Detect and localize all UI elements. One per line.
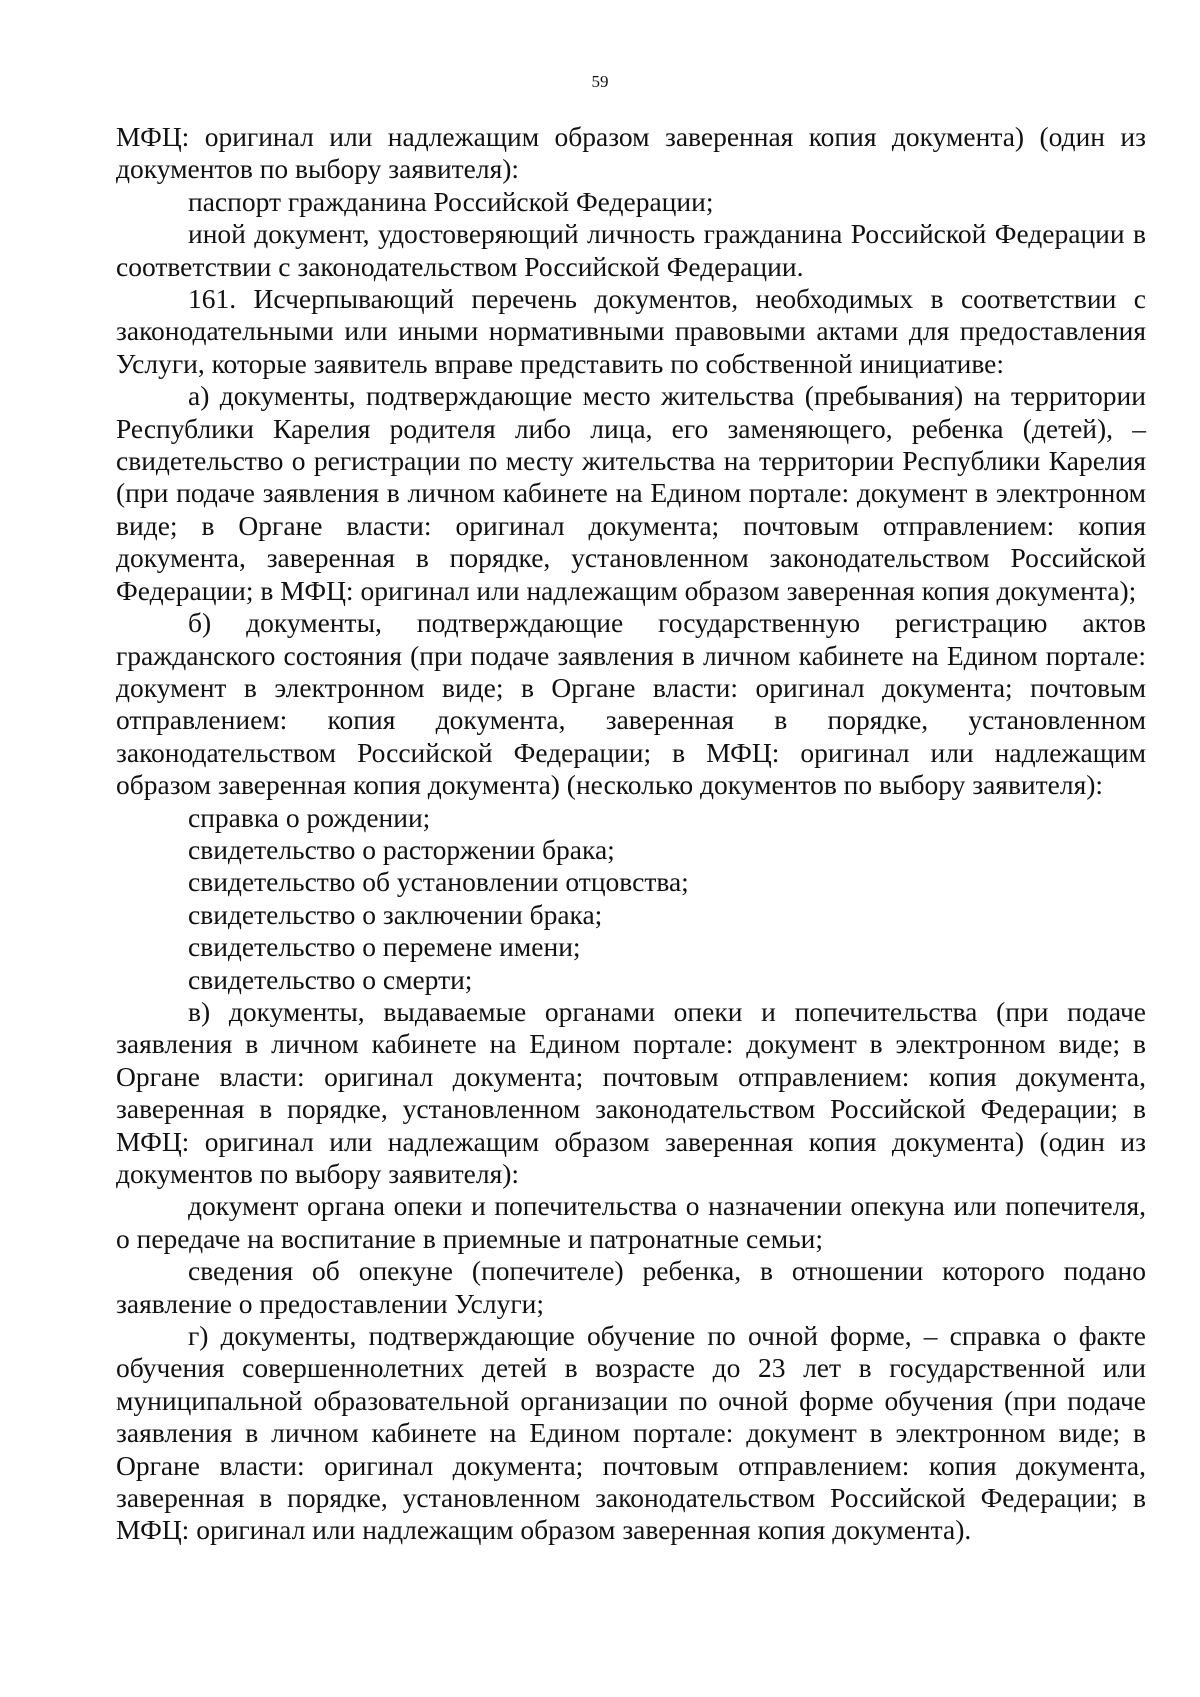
subparagraph-v: в) документы, выдаваемые органами опеки и попечительства (при подаче заявления в личном кабинете на Едином портале: документ в электронном виде; в Органе власти: оригинал документа; почтовым отправлением: копия документа, заверенная в порядке, установленном законодательством Российской Федерации; в МФЦ: оригинал или надлежащим образом заверенная копия документа) (один из документов по выбору заявителя): [116,995,1146,1189]
list-item: паспорт гражданина Российской Федерации; [188,185,714,217]
document-body [116,121,1146,1547]
list-item: иной документ, удостоверяющий личность гражданина Российской Федерации в соответствии с законодательством Российской Федерации. [116,218,1146,282]
list-item: свидетельство о смерти; [188,963,473,995]
subparagraph-g: г) документы, подтверждающие обучение по очной форме, – справка о факте обучения совершеннолетних детей в возрасте до 23 лет в государственной или муниципальной образовательной организации по очной форме обучения (при подаче заявления в личном кабинете на Едином портале: документ в электронном виде; в Органе власти: оригинал документа; почтовым отправлением: копия документа, заверенная в порядке, установленном законодательством Российской Федерации; в МФЦ: оригинал или надлежащим образом заверенная копия документа). [116,1320,1146,1546]
list-item: свидетельство о перемене имени; [188,931,581,963]
list-item: свидетельство о расторжении брака; [188,833,615,865]
numbered-paragraph-161: 161. Исчерпывающий перечень документов, необходимых в соответствии с законодательными или иными нормативными правовыми актами для предоставления Услуги, которые заявитель вправе представить по собственной инициативе: [116,283,1146,379]
list-item: документ органа опеки и попечительства о назначении опекуна или попечителя, о передаче на воспитание в приемные и патронатные семьи; [116,1190,1146,1254]
list-item: справка о рождении; [188,801,431,833]
page-number: 59 [591,72,609,91]
list-item: свидетельство об установлении отцовства; [188,866,689,898]
list-item: сведения об опекуне (попечителе) ребенка, в отношении которого подано заявление о предоставлении Услуги; [116,1255,1146,1319]
subparagraph-a: а) документы, подтверждающие место жительства (пребывания) на территории Республики Карелия родителя либо лица, его заменяющего, ребенка (детей), – свидетельство о регистрации по месту жительства на территории Республики Карелия (при подаче заявления в личном кабинете на Едином портале: документ в электронном виде; в Органе власти: оригинал документа; почтовым отправлением: копия документа, заверенная в порядке, установленном законодательством Российской Федерации; в МФЦ: оригинал или надлежащим образом заверенная копия документа); [116,380,1146,606]
list-item: свидетельство о заключении брака; [188,898,603,930]
subparagraph-b: б) документы, подтверждающие государственную регистрацию актов гражданского состояния (при подаче заявления в личном кабинете на Едином портале: документ в электронном виде; в Органе власти: оригинал документа; почтовым отправлением: копия документа, заверенная в порядке, установленном законодательством Российской Федерации; в МФЦ: оригинал или надлежащим образом заверенная копия документа) (несколько документов по выбору заявителя): [116,607,1146,801]
paragraph: МФЦ: оригинал или надлежащим образом заверенная копия документа) (один из документов по выбору заявителя): [116,121,1146,185]
